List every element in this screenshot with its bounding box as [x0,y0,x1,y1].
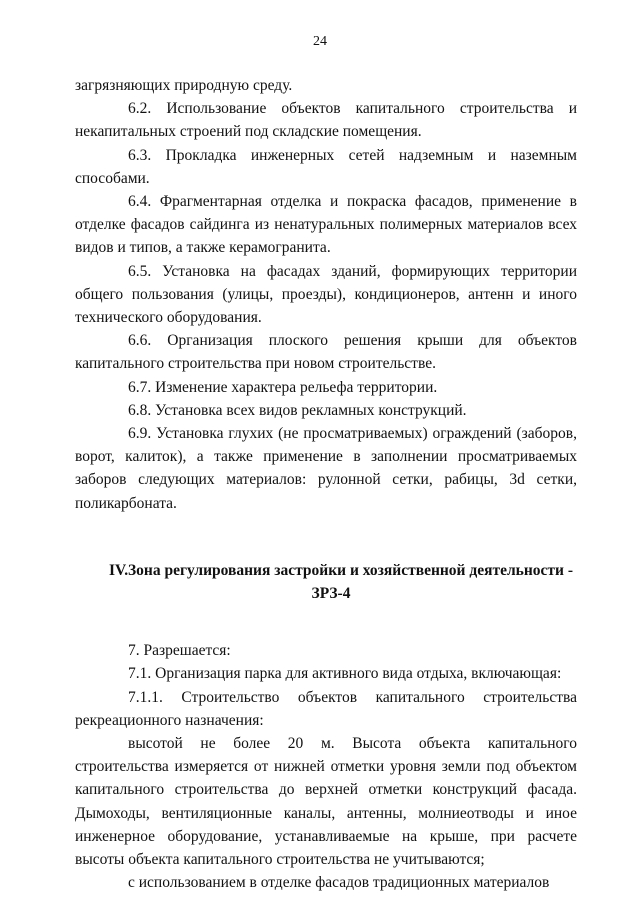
document-body [75,74,577,895]
section-title: Зона регулирования застройки и хозяйственной деятельности - [128,561,573,579]
paragraph-height-limit: высотой не более 20 м. Высота объекта капитального строительства измеряется от нижней отметки уровня земли под объектом капитального строительства до верхней отметки конструкций фасада. Дымоходы, вентиляционные каналы, антенны, молниеотводы и иное инженерное оборудование, устанавливаемые на крыше, при расчете высоты объекта капитального строительства не учитываются; [75,735,577,869]
section-content [75,639,577,894]
paragraph-7: 7. Разрешается: [128,642,231,660]
section-code: ЗРЗ-4 [311,585,351,603]
paragraph-6-7: 6.7. Изменение характера рельефа территории. [128,378,438,396]
page-number: 24 [313,34,327,49]
paragraph-6-2: 6.2. Использование объектов капитального строительства и некапитальных строений под складские помещения. [75,100,577,141]
paragraph-6-8: 6.8. Установка всех видов рекламных конструкций. [128,401,467,419]
paragraph-6-4: 6.4. Фрагментарная отделка и покраска фасадов, применение в отделке фасадов сайдинга из ненатуральных полимерных материалов всех видов и типов, а также керамогранита. [75,193,577,257]
paragraph-6-6: 6.6. Организация плоского решения крыши для объектов капитального строительства при новом строительстве. [75,332,577,373]
section-number: IV. [109,561,129,579]
paragraph-7-1-1: 7.1.1. Строительство объектов капитального строительства рекреационного назначения: [75,688,577,729]
paragraph-7-1: 7.1. Организация парка для активного вида отдыха, включающая: [128,665,562,683]
section-heading [75,559,577,605]
paragraph-6-3: 6.3. Прокладка инженерных сетей надземным и наземным способами. [75,146,577,187]
paragraph-continuation: загрязняющих природную среду. [75,77,293,94]
paragraph-6-9: 6.9. Установка глухих (не просматриваемых) ограждений (заборов, ворот, калиток), а также применение в заполнении просматриваемых заборов следующих материалов: рулонной сетки, рабицы, 3d сетки, поликарбоната. [75,425,577,512]
paragraph-6-5: 6.5. Установка на фасадах зданий, формирующих территории общего пользования (улицы, проезды), кондиционеров, антенн и иного технического оборудования. [75,262,577,327]
paragraph-facade-materials: с использованием в отделке фасадов традиционных материалов [128,874,550,892]
